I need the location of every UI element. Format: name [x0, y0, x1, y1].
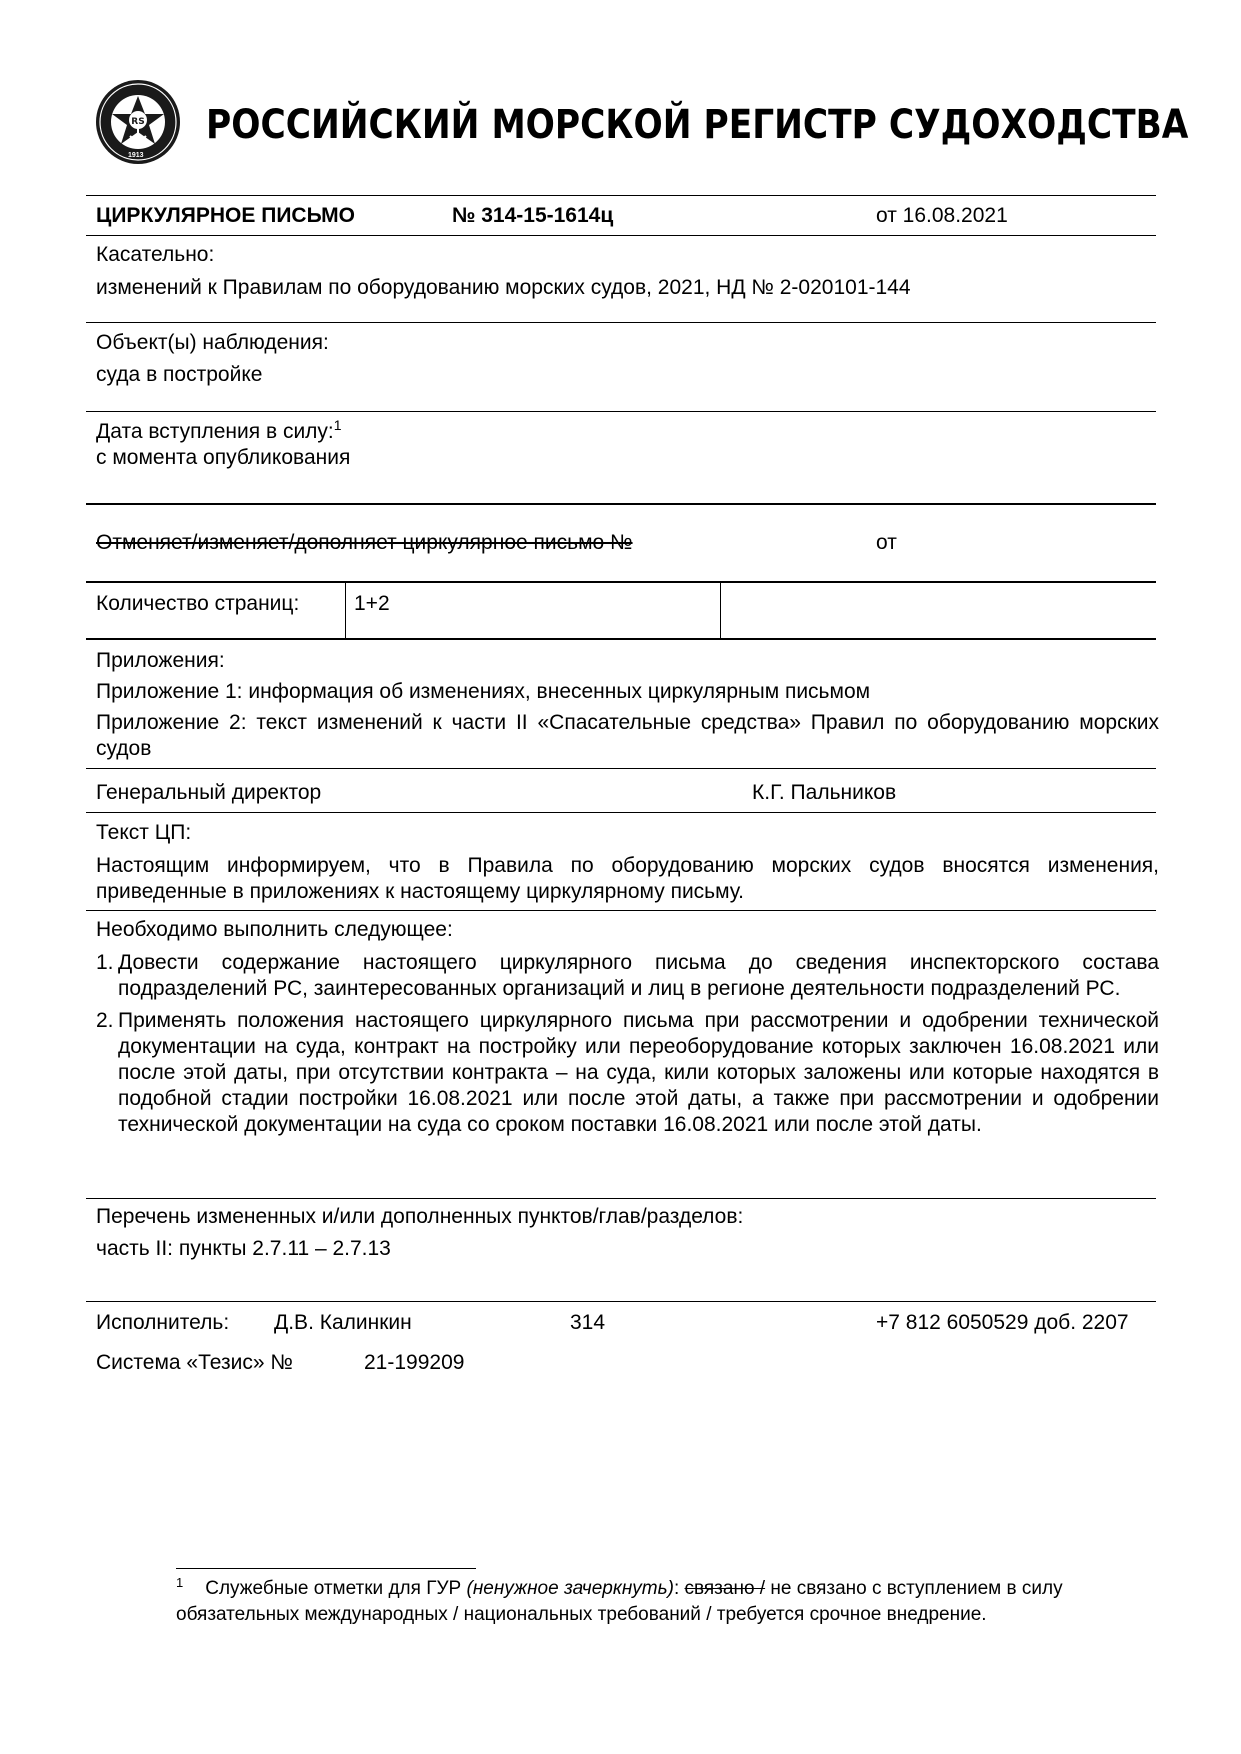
changed-list-text: часть II: пункты 2.7.11 – 2.7.13: [96, 1237, 391, 1260]
divider: [86, 322, 1156, 323]
appendix-1: Приложение 1: информация об изменениях, внесенных циркулярным письмом: [96, 680, 871, 703]
divider: [86, 581, 1156, 583]
footnote: [176, 1576, 1156, 1628]
objects-label: Объект(ы) наблюдения:: [96, 331, 329, 354]
list-item-number: 1.: [96, 951, 114, 974]
divider: [86, 768, 1156, 769]
signature-name: К.Г. Пальников: [752, 781, 897, 804]
effective-label: [96, 419, 342, 445]
divider: [86, 195, 1156, 196]
cancels-from: от: [876, 531, 897, 554]
logo-year: 1913: [128, 152, 144, 159]
executor-label: Исполнитель:: [96, 1311, 230, 1334]
table-column-divider: [720, 582, 721, 638]
executor-phone: +7 812 6050529 доб. 2207: [876, 1311, 1129, 1334]
divider: [86, 638, 1156, 640]
pages-value: 1+2: [354, 592, 390, 615]
changed-list-label: Перечень измененных и/или дополненных пунктов/глав/разделов:: [96, 1205, 744, 1228]
actions-list: [96, 950, 1159, 1144]
tezis-number: 21-199209: [364, 1351, 465, 1374]
footnote-struck: связано /: [684, 1578, 766, 1599]
regarding-label: Касательно:: [96, 243, 215, 266]
executor-name: Д.В. Калинкин: [274, 1311, 412, 1334]
effective-label-text: Дата вступления в силу:: [96, 420, 334, 443]
footnote-italic: (ненужное зачеркнуть): [466, 1578, 674, 1599]
executor-dept: 314: [570, 1311, 606, 1334]
divider: [86, 1301, 1156, 1302]
signature-position: Генеральный директор: [96, 781, 322, 804]
svg-text:RS: RS: [131, 117, 145, 127]
footnote-text: :: [673, 1578, 685, 1599]
footnote-ref: 1: [333, 417, 342, 433]
appendix-2: Приложение 2: текст изменений к части II «Спасательные средства» Правил по оборудованию морских судов: [96, 711, 1159, 760]
divider: [86, 411, 1156, 412]
divider: [86, 910, 1156, 911]
actions-label: Необходимо выполнить следующее:: [96, 918, 453, 941]
footnote-text: не связано с вступлением в силу обязательных международных / национальных требований / требуется срочное внедрение.: [176, 1578, 1063, 1625]
divider: [86, 1198, 1156, 1199]
org-name: РОССИЙСКИЙ МОРСКОЙ РЕГИСТР СУДОХОДСТВА: [206, 102, 1189, 148]
table-column-divider: [345, 582, 346, 638]
cancels-label: Отменяет/изменяет/дополняет циркулярное письмо №: [96, 531, 633, 554]
letter-date: от 16.08.2021: [876, 204, 1008, 227]
list-item-text: Довести содержание настоящего циркулярного письма до сведения инспекторского состава подразделений РС, заинтересованных организаций и лиц в регионе деятельности подразделений РС.: [118, 951, 1159, 1000]
body-text: Настоящим информируем, что в Правила по оборудованию морских судов вносятся изменения, приведенные в приложениях к настоящему циркулярному письму.: [96, 854, 1159, 903]
list-item: [96, 950, 1159, 1002]
footnote-separator: [176, 1568, 476, 1569]
list-item-text: Применять положения настоящего циркулярного письма при рассмотрении и одобрении технической документации на суда, контракт на постройку или переоборудование которых заключен 16.08.2021 или после этой даты, при отсутствии контракта – на суда, кили которых заложены или которые находятся в подобной стадии постройки 16.08.2021 или после этой даты, а также при рассмотрении и одобрении технической документации на суда со сроком поставки 16.08.2021 или после этой даты.: [118, 1009, 1159, 1136]
rs-logo: [94, 72, 182, 172]
regarding-text: изменений к Правилам по оборудованию морских судов, 2021, НД № 2-020101-144: [96, 276, 911, 299]
effective-text: с момента опубликования: [96, 446, 351, 469]
body-label: Текст ЦП:: [96, 821, 192, 844]
list-item-number: 2.: [96, 1009, 114, 1032]
divider: [86, 812, 1156, 813]
appendices-label: Приложения:: [96, 649, 225, 672]
divider: [86, 235, 1156, 236]
footnote-mark: 1: [176, 1574, 184, 1590]
letter-number: № 314-15-1614ц: [452, 204, 614, 227]
divider: [86, 503, 1156, 505]
pages-label: Количество страниц:: [96, 592, 300, 615]
footnote-text: Служебные отметки для ГУР: [205, 1578, 467, 1599]
tezis-label: Система «Тезис» №: [96, 1351, 293, 1374]
list-item: [96, 1008, 1159, 1138]
objects-text: суда в постройке: [96, 363, 263, 386]
letter-type: ЦИРКУЛЯРНОЕ ПИСЬМО: [96, 204, 355, 227]
